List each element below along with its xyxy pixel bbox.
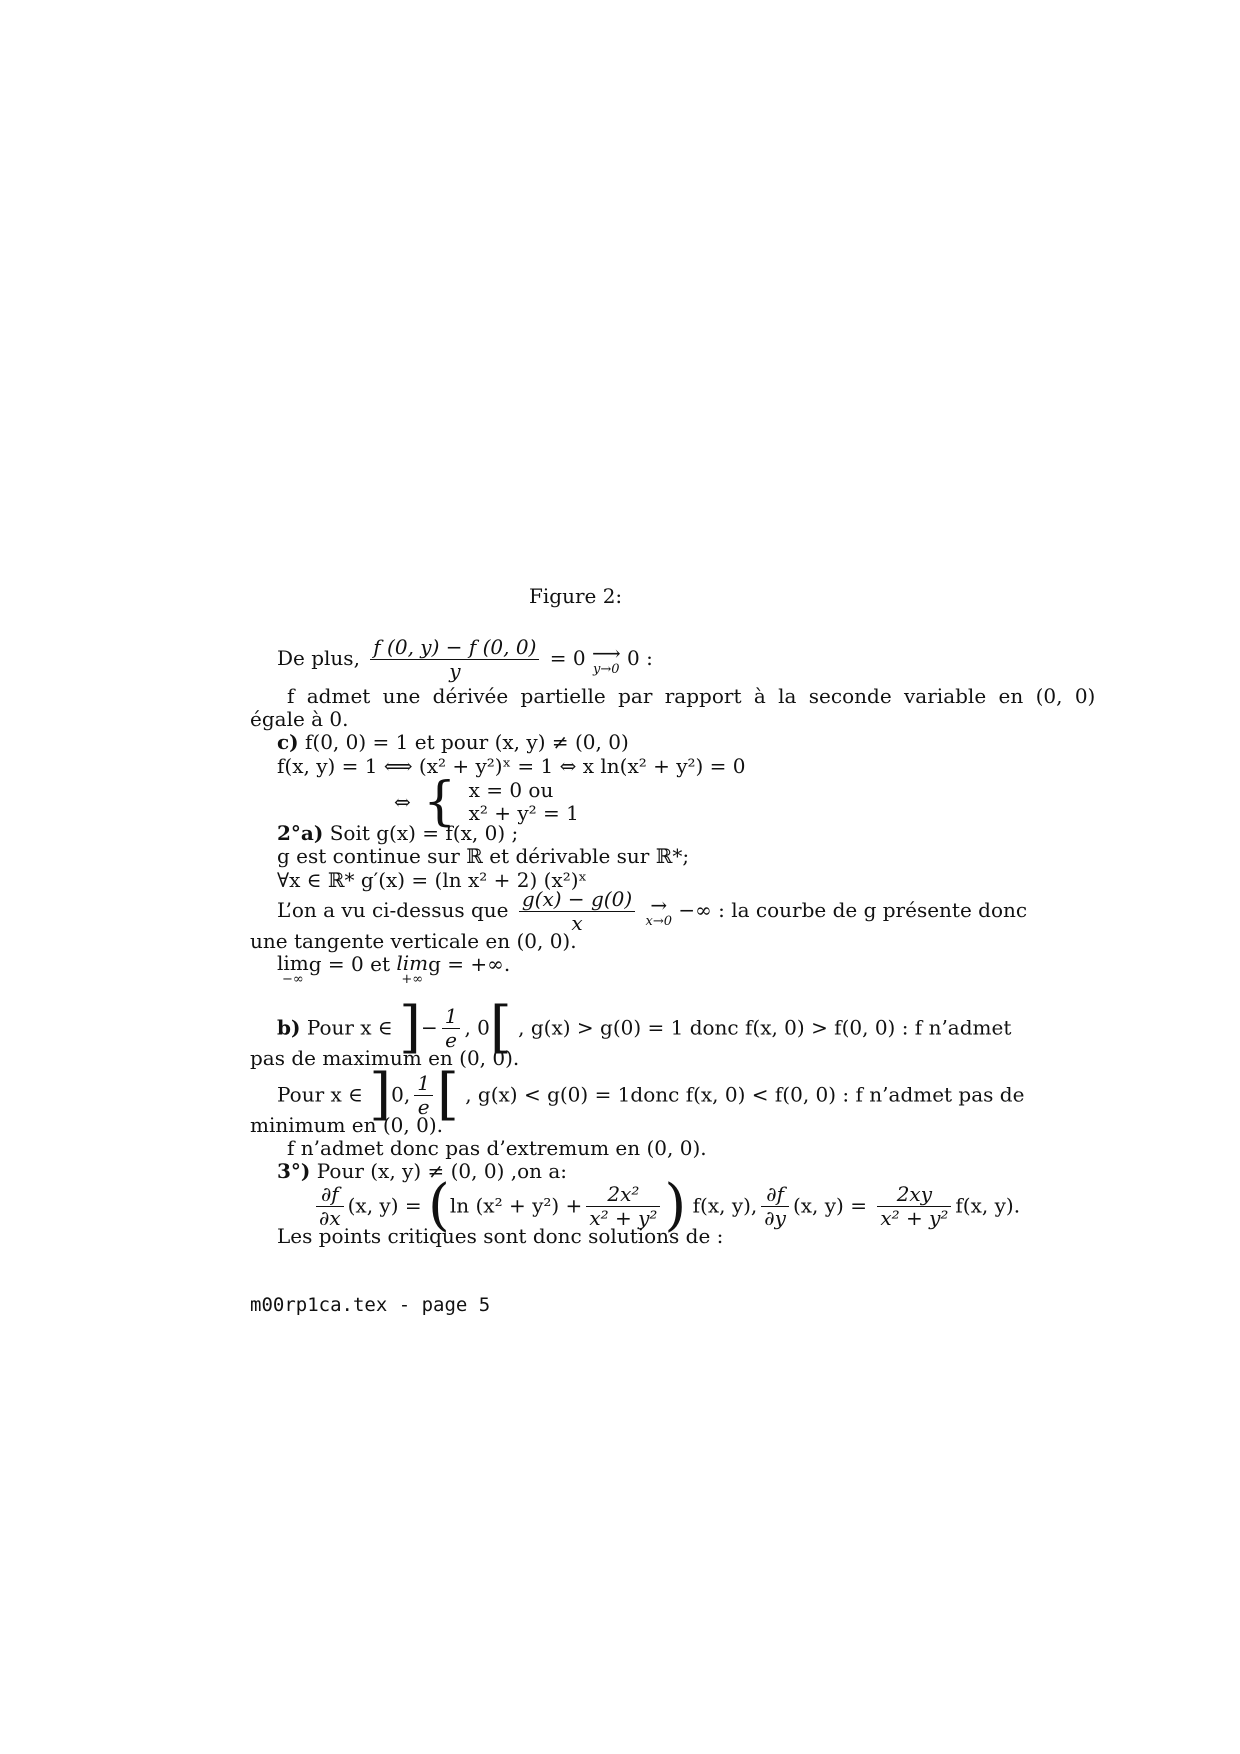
part-2a-continuity: g est continue sur ℝ et dérivable sur ℝ*; <box>277 844 690 868</box>
lim-plus-inf: lim +∞ <box>396 951 429 987</box>
part-b-line-2: Pour x ∈ ]0, $\frac{1}{e}$ [ , g(x) < g(0) = 1donc f(x, 0) < f(0, 0) : f n’admet pas de <box>277 1062 1025 1127</box>
part-c-text: f(0, 0) = 1 et pour (x, y) ≠ (0, 0) <box>305 730 629 754</box>
de-plus-line <box>277 636 653 683</box>
part-b-line-1-cont: pas de maximum en (0, 0). <box>250 1046 520 1070</box>
df-dy: $\frac{\partial f}{\partial y}$ <box>761 1183 789 1230</box>
part-c-line <box>277 731 629 754</box>
df-dx: $\frac{\partial f}{\partial x}$ <box>316 1183 344 1230</box>
equiv-arrow: ⇔ <box>394 789 411 814</box>
limits-line: lim −∞ g = 0 et lim +∞ g = +∞. <box>277 951 511 987</box>
part-b-label: b) <box>277 1015 301 1040</box>
g-difference-quotient: $\frac{g(x) - g(0)}{x}$ <box>519 888 635 935</box>
difference-quotient: $\frac{f (0, y) - f (0, 0)}{y}$ <box>370 636 539 683</box>
case-1: x = 0 ou <box>468 778 554 802</box>
lim-minus-inf: lim −∞ <box>277 951 309 987</box>
de-plus-end: 0 : <box>627 646 653 670</box>
limit-arrow-x: → x→0 <box>645 893 672 929</box>
part-2a-label: 2°a) <box>277 821 324 845</box>
part-3-text: Pour (x, y) ≠ (0, 0) ,on a: <box>316 1159 568 1183</box>
de-plus-equals: = 0 <box>549 646 586 670</box>
two-xy-fraction: $\frac{2xy}{\text{x² + y²}}$ <box>877 1183 951 1230</box>
vu-tail: −∞ : la courbe de g présente donc <box>678 898 1028 922</box>
part-b-line-1: b) Pour x ∈ ]− $\frac{1}{e}$ , 0[ , g(x) > g(0) = 1 donc f(x, 0) > f(0, 0) : f n’admet <box>277 995 1012 1060</box>
figure-caption: Figure 2: <box>529 584 623 608</box>
case-2: x² + y² = 1 <box>468 801 579 825</box>
de-plus-intro: De plus, <box>277 646 360 670</box>
partial-derivatives-formula: $\frac{\partial f}{\partial x}$ (x, y) = (ln (x² + y²) + $\frac{\text{2x²}}{\text{x² + y²}}$ ) f(x, y), $\frac{\partial f}{\partial y}$ (x, y) = $\frac{2xy}{\text{x² + y²}}$ f(x, y). <box>312 1178 1020 1234</box>
part-2a-text: Soit g(x) = f(x, 0) ; <box>329 821 519 845</box>
critical-points-line: Les points critiques sont donc solutions de : <box>277 1224 724 1248</box>
part-3-label: 3°) <box>277 1159 311 1183</box>
part-c-equivalence: f(x, y) = 1 ⟺ (x² + y²)ˣ = 1 ⇔ x ln(x² + y²) = 0 <box>277 754 746 778</box>
part-b-line-2-cont: minimum en (0, 0). <box>250 1113 444 1137</box>
cases-block <box>469 779 579 825</box>
line-egale: égale à 0. <box>250 707 349 731</box>
page-footer: m00rp1ca.tex - page 5 <box>250 1294 491 1316</box>
two-x-squared-fraction: $\frac{\text{2x²}}{\text{x² + y²}}$ <box>586 1183 660 1230</box>
line-partielle: f admet une dérivée partielle par rapport à la seconde variable en (0, 0) <box>287 684 1096 708</box>
part-2a-limit-line <box>277 888 1027 935</box>
one-over-e: $\frac{1}{e}$ <box>442 1005 461 1052</box>
one-over-e-2: $\frac{1}{e}$ <box>414 1072 433 1119</box>
limit-arrow: ⟶ y→0 <box>591 641 621 677</box>
tangente-line: une tangente verticale en (0, 0). <box>250 929 577 953</box>
part-c-label: c) <box>277 730 299 754</box>
part-2a-derivative: ∀x ∈ ℝ* g′(x) = (ln x² + 2) (x²)ˣ <box>277 868 588 892</box>
extremum-conclusion: f n’admet donc pas d’extremum en (0, 0). <box>287 1136 707 1160</box>
vu-intro: L’on a vu ci-dessus que <box>277 898 509 922</box>
part-2a-line <box>277 822 518 845</box>
left-brace: { <box>423 772 457 832</box>
